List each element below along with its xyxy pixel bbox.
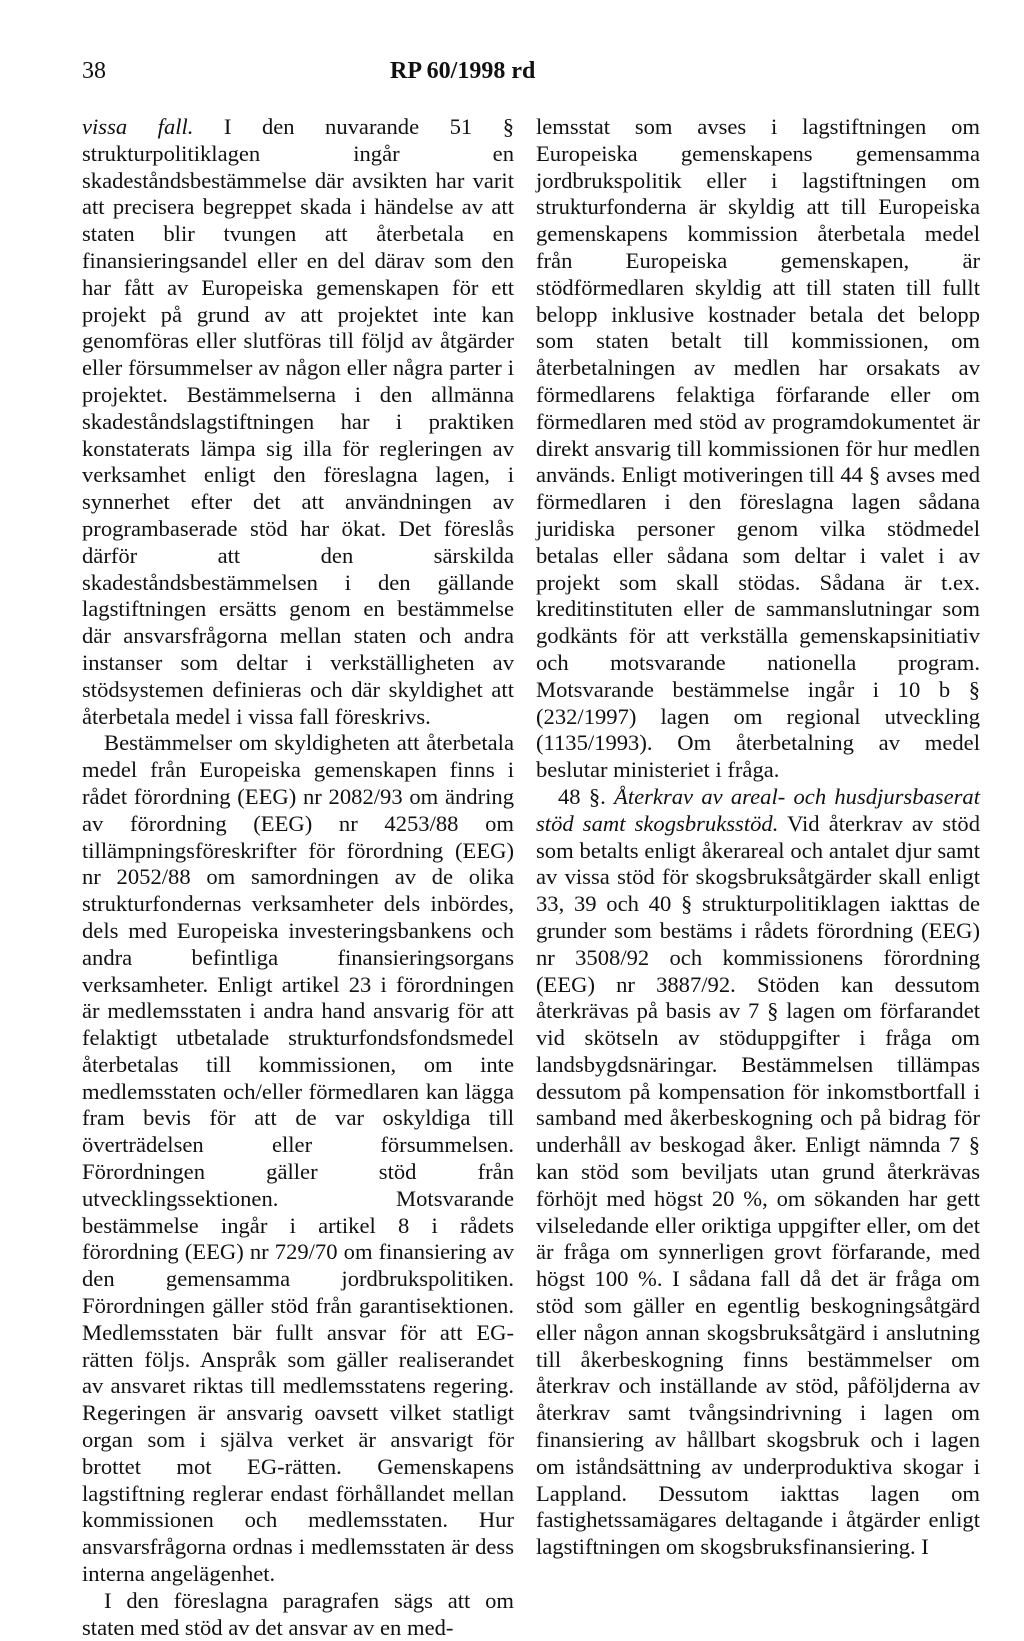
- left-paragraph-1: [82, 114, 514, 730]
- right-paragraph-1: lemsstat som avses i lagstiftningen om Europeiska gemenskapens gemensamma jordbrukspolitik eller i lagstiftningen om strukturfonderna är skyldig att till Europeiska gemenskapens kommission återbetala medel från Europeiska gemenskapen, är stödförmedlaren skyldig att till staten till fullt belopp inklusive kostnader betala det belopp som staten betalt till kommissionen, om återbetalningen av medlen har orsakats av förmedlarens felaktiga förfarande eller om förmedlaren med stöd av programdokumentet är direkt ansvarig till kommissionen för hur medlen används. Enligt motiveringen till 44 § avses med förmedlaren i den föreslagna lagen sådana juridiska personer genom vilka stödmedel betalas eller sådana som deltar i valet i av projekt som skall stödas. Sådana är t.ex. kreditinstituten eller de sammanslutningar som godkänts för att verkställa gemenskapsinitiativ och motsvarande nationella program. Motsvarande bestämmelse ingår i 10 b § (232/1997) lagen om regional utveckling (1135/1993). Om återbetalning av medel beslutar ministeriet i fråga.: [536, 114, 980, 783]
- left-paragraph-3: I den föreslagna paragrafen sägs att om staten med stöd av det ansvar av en med-: [82, 1587, 514, 1640]
- page-number: 38: [82, 58, 106, 84]
- section-heading-italic: Återkrav av areal- och husdjursbaserat stöd samt skogsbruksstöd.: [536, 783, 980, 836]
- paragraph-body: Vid återkrav av stöd som betalts enligt åkerareal och antalet djur samt av vissa stöd för skogsbruksåtgärder skall enligt 33, 39 och 40 § strukturpolitiklagen iakttas de grunder som bestäms i rådets förordning (EEG) nr 3508/92 och kommissionens förordning (EEG) nr 3887/92. Stöden kan dessutom återkrävas på basis av 7 § lagen om förfarandet vid skötseln av stöduppgifter i fråga om landsbygdsnäringar. Bestämmelsen tillämpas dessutom på kompensation för inkomstbortfall i samband med åkerbeskogning och på bidrag för underhåll av beskogad åker. Enligt nämnda 7 § kan stöd som beviljats utan grund återkrävas förhöjt med högst 20 %, om sökanden har gett vilseledande eller oriktiga uppgifter eller, om det är fråga om synnerligen grovt förfarande, med högst 100 %. I sådana fall då det är fråga om stöd som gäller en egentlig beskogningsåtgärd eller någon annan skogsbruksåtgärd i anslutning till åkerbeskogning finns bestämmelser om återkrav och inställande av stöd, påföljderna av återkrav samt tvångsindrivning i lagen om finansiering av hållbart skogsbruk och i lagen om iståndsättning av underproduktiva skogar i Lappland. Dessutom iakttas lagen om fastighetssamägares deltagande i åtgärder enligt lagstiftningen om skogsbruksfinansiering. I: [536, 810, 980, 1560]
- left-paragraph-2: Bestämmelser om skyldigheten att återbetala medel från Europeiska gemenskapen finns i rådet förordning (EEG) nr 2082/93 om ändring av förordning (EEG) nr 4253/88 om tillämpningsföreskrifter för förordning (EEG) nr 2052/88 om samordningen av de olika strukturfondernas verksamheter dels inbördes, dels med Europeiska investeringsbankens och andra befintliga finansieringsorgans verksamheter. Enligt artikel 23 i förordningen är medlemsstaten i andra hand ansvarig för att felaktigt utbetalade strukturfondsfondsmedel återbetalas till kommissionen, om inte medlemsstaten och/eller förmedlaren kan lägga fram bevis för att de var oskyldiga till överträdelsen eller försummelsen. Förordningen gäller stöd från utvecklingssektionen. Motsvarande bestämmelse ingår i artikel 8 i rådets förordning (EEG) nr 729/70 om finansiering av den gemensamma jordbrukspolitiken. Förordningen gäller stöd från garantisektionen. Medlemsstaten bär fullt ansvar för att EG-rätten följs. Anspråk som gäller realiserandet av ansvaret riktas till medlemsstatens regering. Regeringen är ansvarig oavsett vilket statligt organ som i själva verket är ansvarigt för brottet mot EG-rätten. Gemenskapens lagstiftning reglerar endast förhållandet mellan kommissionen och medlemsstaten. Hur ansvarsfrågorna ordnas i medlemsstaten är dess interna angelägenhet.: [82, 730, 514, 1587]
- paragraph-lead-italic: vissa fall.: [82, 114, 194, 139]
- right-column: [536, 114, 980, 1561]
- paragraph-body: I den nuvarande 51 § strukturpolitiklagen ingår en skadeståndsbestämmelse där avsikten har varit att precisera begreppet skada i händelse av att staten blir tvungen att återbetala en finansieringsandel eller en del därav som den har fått av Europeiska gemenskapen för ett projekt på grund av att projektet inte kan genomföras eller slutföras till följd av åtgärder eller försummelser av någon eller några parter i projektet. Bestämmelserna i den allmänna skadeståndslagstiftningen har i praktiken konstaterats lämpa sig illa för regleringen av verksamhet enligt den föreslagna lagen, i synnerhet efter det att användningen av programbaserade stöd har ökat. Det föreslås därför att den särskilda skadeståndsbestämmelsen i den gällande lagstiftningen ersätts genom en bestämmelse där ansvarsfrågorna mellan staten och andra instanser som deltar i verkställigheten av stödsystemen definieras och där skyldighet att återbetala medel i vissa fall föreskrivs.: [82, 114, 514, 729]
- running-head: RP 60/1998 rd: [390, 58, 536, 84]
- right-paragraph-2: [536, 784, 980, 1561]
- section-number: 48 §.: [558, 783, 615, 809]
- left-column: [82, 114, 514, 1641]
